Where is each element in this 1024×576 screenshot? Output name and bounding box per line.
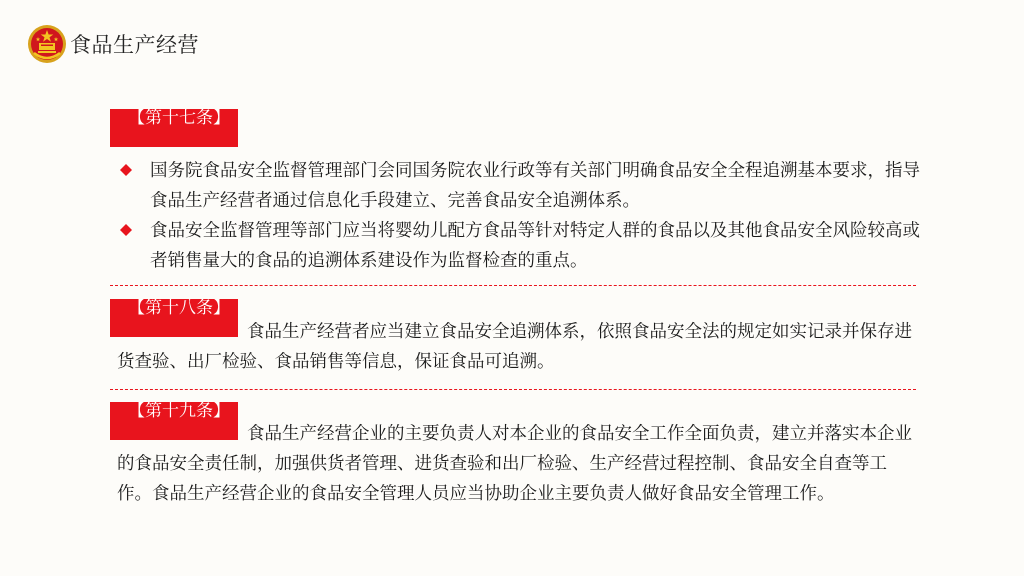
- section-divider: [110, 285, 916, 286]
- bullet-text: 食品安全监督管理等部门应当将婴幼儿配方食品等针对特定人群的食品以及其他食品安全风险较高或者销售量大的食品的追溯体系建设作为监督检查的重点。: [150, 221, 920, 271]
- national-emblem-icon: [26, 23, 68, 65]
- article-text: 食品生产经营者应当建立食品安全追溯体系，依照食品安全法的规定如实记录并保存进货查验、出厂检验、食品销售等信息，保证食品可追溯。: [117, 322, 912, 372]
- section-divider: [110, 389, 916, 390]
- article-17: [110, 109, 920, 269]
- article-tag: 【第十八条】: [110, 299, 238, 337]
- diamond-bullet-icon: [120, 224, 132, 236]
- header: [26, 22, 199, 66]
- article-18: [110, 299, 920, 379]
- diamond-bullet-icon: [120, 164, 132, 176]
- article-19: [110, 402, 920, 542]
- article-tag: 【第十九条】: [110, 402, 238, 440]
- list-item: [120, 156, 920, 216]
- article-tag: 【第十七条】: [110, 109, 238, 147]
- page-title: 食品生产经营: [70, 33, 199, 57]
- article-text: 食品生产经营企业的主要负责人对本企业的食品安全工作全面负责，建立并落实本企业的食品安全责任制，加强供货者管理、进货查验和出厂检验、生产经营过程控制、食品安全自查等工作。食品生产经营企业的食品安全管理人员应当协助企业主要负责人做好食品安全管理工作。: [117, 424, 912, 504]
- list-item: [120, 216, 920, 276]
- bullet-text: 国务院食品安全监督管理部门会同国务院农业行政等有关部门明确食品安全全程追溯基本要求，指导食品生产经营者通过信息化手段建立、完善食品安全追溯体系。: [150, 161, 920, 211]
